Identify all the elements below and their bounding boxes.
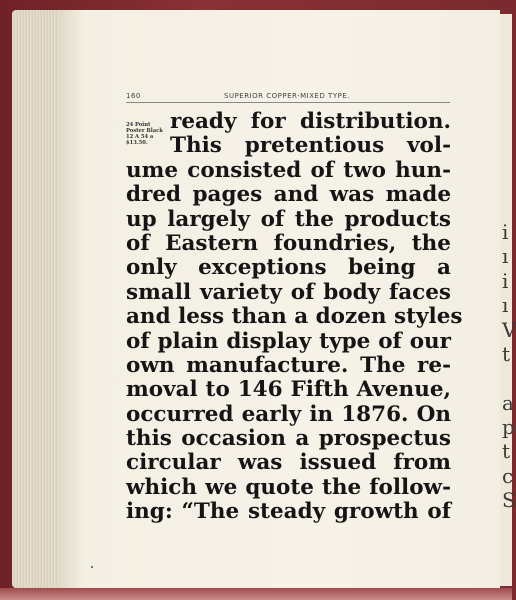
text-line: This pretentious vol-: [170, 133, 451, 159]
facing-glyph: [500, 171, 512, 195]
specimen-price: $13.50.: [126, 140, 148, 146]
page-speck: [91, 566, 93, 568]
facing-glyph: p: [502, 415, 515, 440]
text-line: occurred early in 1876. On: [126, 401, 451, 427]
text-line: of Eastern foundries, the: [126, 230, 451, 256]
text-line: only exceptions being a: [126, 255, 451, 281]
specimen-face: Poster Black: [126, 128, 163, 134]
header-rule: [126, 102, 450, 103]
page-number: 160: [126, 92, 141, 100]
facing-glyph: c: [502, 463, 514, 488]
specimen-quantity: 12 A 54 a: [126, 134, 154, 140]
text-line: this occasion a prospectus: [126, 426, 451, 452]
facing-glyph: ı: [502, 244, 509, 269]
facing-glyph: [500, 366, 512, 390]
running-title: SUPERIOR COPPER-MIXED TYPE.: [224, 92, 350, 100]
text-line: ing: “The steady growth of: [126, 499, 451, 525]
facing-glyph: t: [502, 439, 511, 464]
text-line: up largely of the products: [126, 206, 451, 232]
facing-glyph: [500, 98, 512, 122]
facing-glyph: a: [502, 390, 514, 415]
text-line: moval to 146 Fifth Avenue,: [126, 377, 451, 403]
text-line: ume consisted of two hun-: [126, 157, 451, 183]
cover-bottom-edge: [0, 588, 512, 600]
facing-glyph: i: [502, 219, 509, 244]
text-line: and less than a dozen styles: [126, 304, 463, 330]
text-line: own manufacture. The re-: [126, 352, 451, 378]
facing-glyph: V: [502, 317, 516, 342]
text-line: small variety of body faces: [126, 279, 451, 305]
page-edges: [12, 10, 62, 588]
facing-glyph: S: [502, 488, 516, 513]
facing-glyph: [500, 196, 512, 220]
facing-page-text: [500, 98, 516, 513]
facing-glyph: i: [502, 268, 509, 293]
facing-glyph: [500, 122, 512, 146]
text-line: dred pages and was made: [126, 182, 451, 208]
text-line: ready for distribution.: [170, 109, 451, 134]
facing-glyph: ı: [502, 293, 509, 318]
text-line: circular was issued from: [126, 450, 451, 476]
text-line: of plain display type of our: [126, 328, 451, 354]
body-text: [126, 109, 463, 525]
facing-glyph: t: [502, 341, 511, 366]
facing-glyph: [500, 147, 512, 171]
text-line: which we quote the follow-: [126, 474, 451, 500]
specimen-size: 24 Point: [126, 122, 151, 128]
